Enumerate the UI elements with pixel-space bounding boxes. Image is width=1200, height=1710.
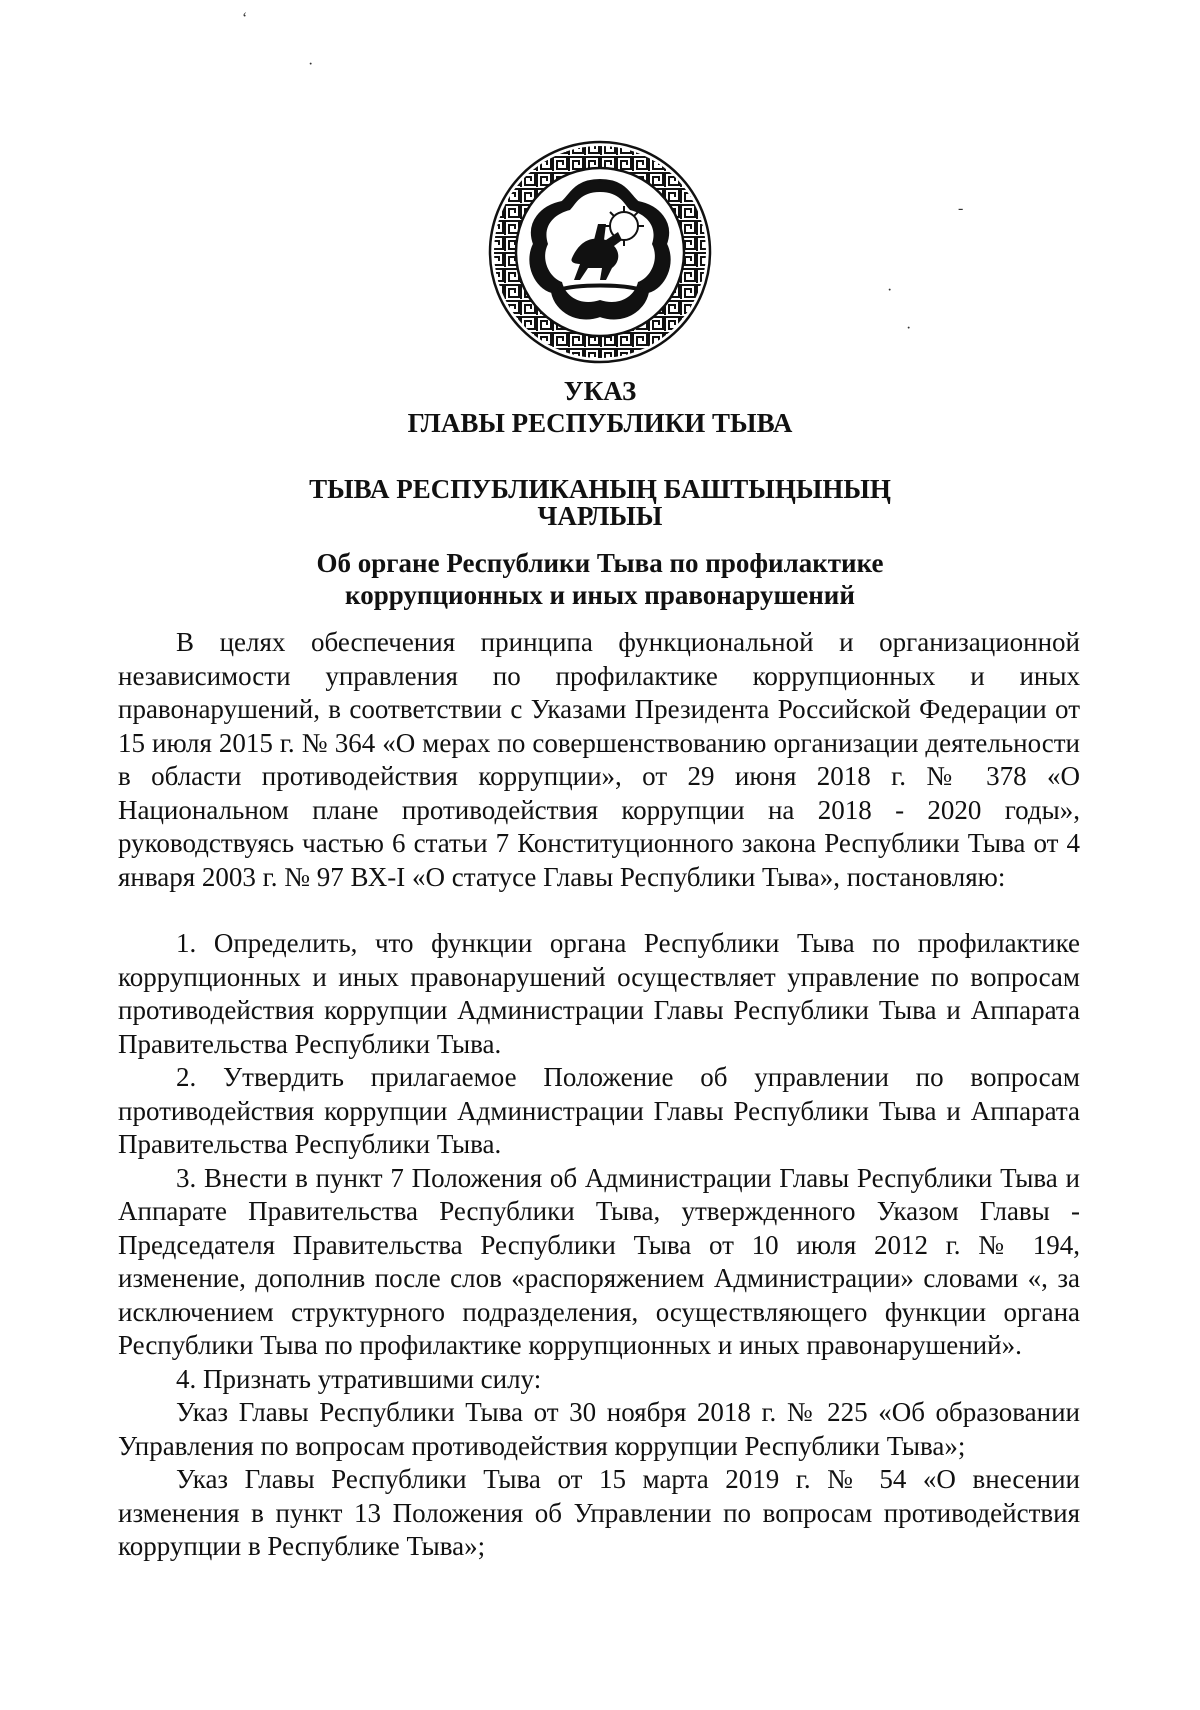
scan-speck: ‘ [242,10,248,27]
scan-speck: - [958,200,964,217]
item-1-paragraph: 1. Определить, что функции органа Республики Тыва по профилактике коррупционных и иных правонарушений осуществляет управление по вопросам противодействия коррупции Администрации Главы Республики Тыва и Аппарата Правительства Республики Тыва. [118,928,1080,1059]
decree-title-tuvan-line-2: ЧАРЛЫЫ [537,501,663,531]
decree-title: УКАЗ [563,376,637,406]
decree-subject-line-2: коррупционных и иных правонарушений [345,580,855,610]
scan-speck: · [906,320,912,337]
item-4-repealed-decree-1: Указ Главы Республики Тыва от 30 ноября 2018 г. № 225 «Об образовании Управления по вопросам противодействия коррупции Республики Тыва»; [118,1397,1080,1461]
item-2-paragraph: 2. Утвердить прилагаемое Положение об управлении по вопросам противодействия коррупции Администрации Главы Республики Тыва и Аппарата Правительства Республики Тыва. [118,1062,1080,1159]
decree-body [118,626,1080,1564]
decree-issuer: ГЛАВЫ РЕСПУБЛИКИ ТЫВА [407,408,793,438]
item-4-repealed-decree-2: Указ Главы Республики Тыва от 15 марта 2019 г. № 54 «О внесении изменения в пункт 13 Положения об Управлении по вопросам противодействия коррупции в Республике Тыва»; [118,1464,1080,1561]
item-4-paragraph: 4. Признать утратившими силу: [176,1363,542,1394]
scan-speck: · [308,56,314,73]
decree-title-tuvan-line-1: ТЫВА РЕСПУБЛИКАНЫҢ БАШТЫҢЫНЫҢ [309,474,891,504]
scan-speck: · [887,282,893,299]
item-3-paragraph: 3. Внести в пункт 7 Положения об Администрации Главы Республики Тыва и Аппарате Правительства Республики Тыва, утвержденного Указом Главы - Председателя Правительства Республики Тыва от 10 июля 2012 г. № 194, изменение, дополнив после слов «распоряжением Администрации» словами «, за исключением структурного подразделения, осуществляющего функции органа Республики Тыва по профилактике коррупционных и иных правонарушений». [118,1162,1080,1360]
decree-subject-line-1: Об органе Республики Тыва по профилактике [316,548,884,578]
coat-of-arms-emblem [488,140,712,364]
preamble-paragraph: В целях обеспечения принципа функциональной и организационной независимости управления по профилактике коррупционных и иных правонарушений, в соответствии с Указами Президента Российской Федерации от 15 июля 2015 г. № 364 «О мерах по совершенствованию организации деятельности в области противодействия коррупции», от 29 июня 2018 г. № 378 «О Национальном плане противодействия коррупции на 2018 - 2020 годы», руководствуясь частью 6 статьи 7 Конституционного закона Республики Тыва от 4 января 2003 г. № 97 ВХ-I «О статусе Главы Республики Тыва», постановляю: [118,627,1080,892]
